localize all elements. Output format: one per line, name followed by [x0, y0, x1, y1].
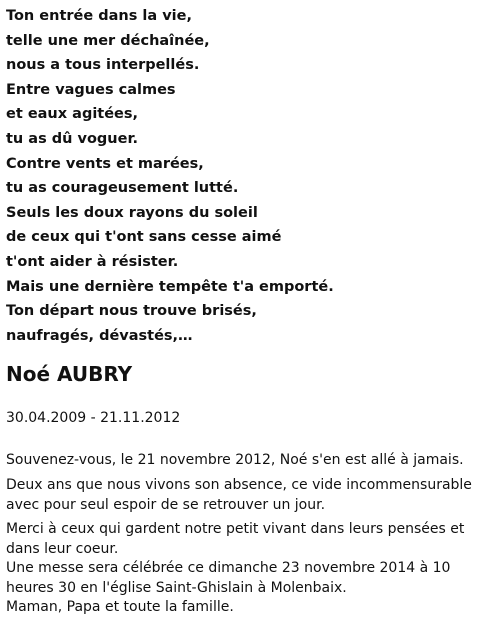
poem-line: Ton entrée dans la vie, [6, 8, 192, 24]
poem-line: nous a tous interpellés. [6, 57, 200, 74]
thanks-text: Merci à ceux qui gardent notre petit vivant dans leurs pensées et dans leur coeur. [6, 521, 465, 557]
mass-announcement: Une messe sera célébrée ce dimanche 23 novembre 2014 à 10 heures 30 en l'église Saint-Ghislain à Molenbaix. [6, 560, 451, 596]
deceased-name: Noé AUBRY [6, 362, 133, 386]
poem-line: Ton départ nous trouve brisés, [6, 303, 257, 320]
poem-line: naufragés, dévastés,… [6, 327, 193, 344]
life-dates: 30.04.2009 - 21.11.2012 [6, 410, 181, 426]
poem-line: et eaux agitées, [6, 106, 139, 123]
poem-line: tu as courageusement lutté. [6, 180, 239, 197]
poem-line: Entre vagues calmes [6, 81, 176, 98]
family-signature: Maman, Papa et toute la famille. [6, 599, 234, 615]
poem-line: t'ont aider à résister. [6, 253, 179, 270]
poem-line: Contre vents et marées, [6, 155, 204, 172]
poem [6, 4, 334, 348]
poem-line: Seuls les doux rayons du soleil [6, 204, 258, 221]
remembrance-paragraph: Souvenez-vous, le 21 novembre 2012, Noé s'en est allé à jamais. [6, 452, 464, 468]
absence-paragraph: Deux ans que nous vivons son absence, ce vide incommensurable avec pour seul espoir de se retrouver un jour. [6, 477, 472, 513]
poem-line: de ceux qui t'ont sans cesse aimé [6, 229, 282, 246]
poem-line: Mais une dernière tempête t'a emporté. [6, 278, 334, 295]
thanks-paragraph [6, 520, 498, 618]
poem-line: tu as dû voguer. [6, 130, 139, 147]
poem-line: telle une mer déchaînée, [6, 32, 210, 49]
